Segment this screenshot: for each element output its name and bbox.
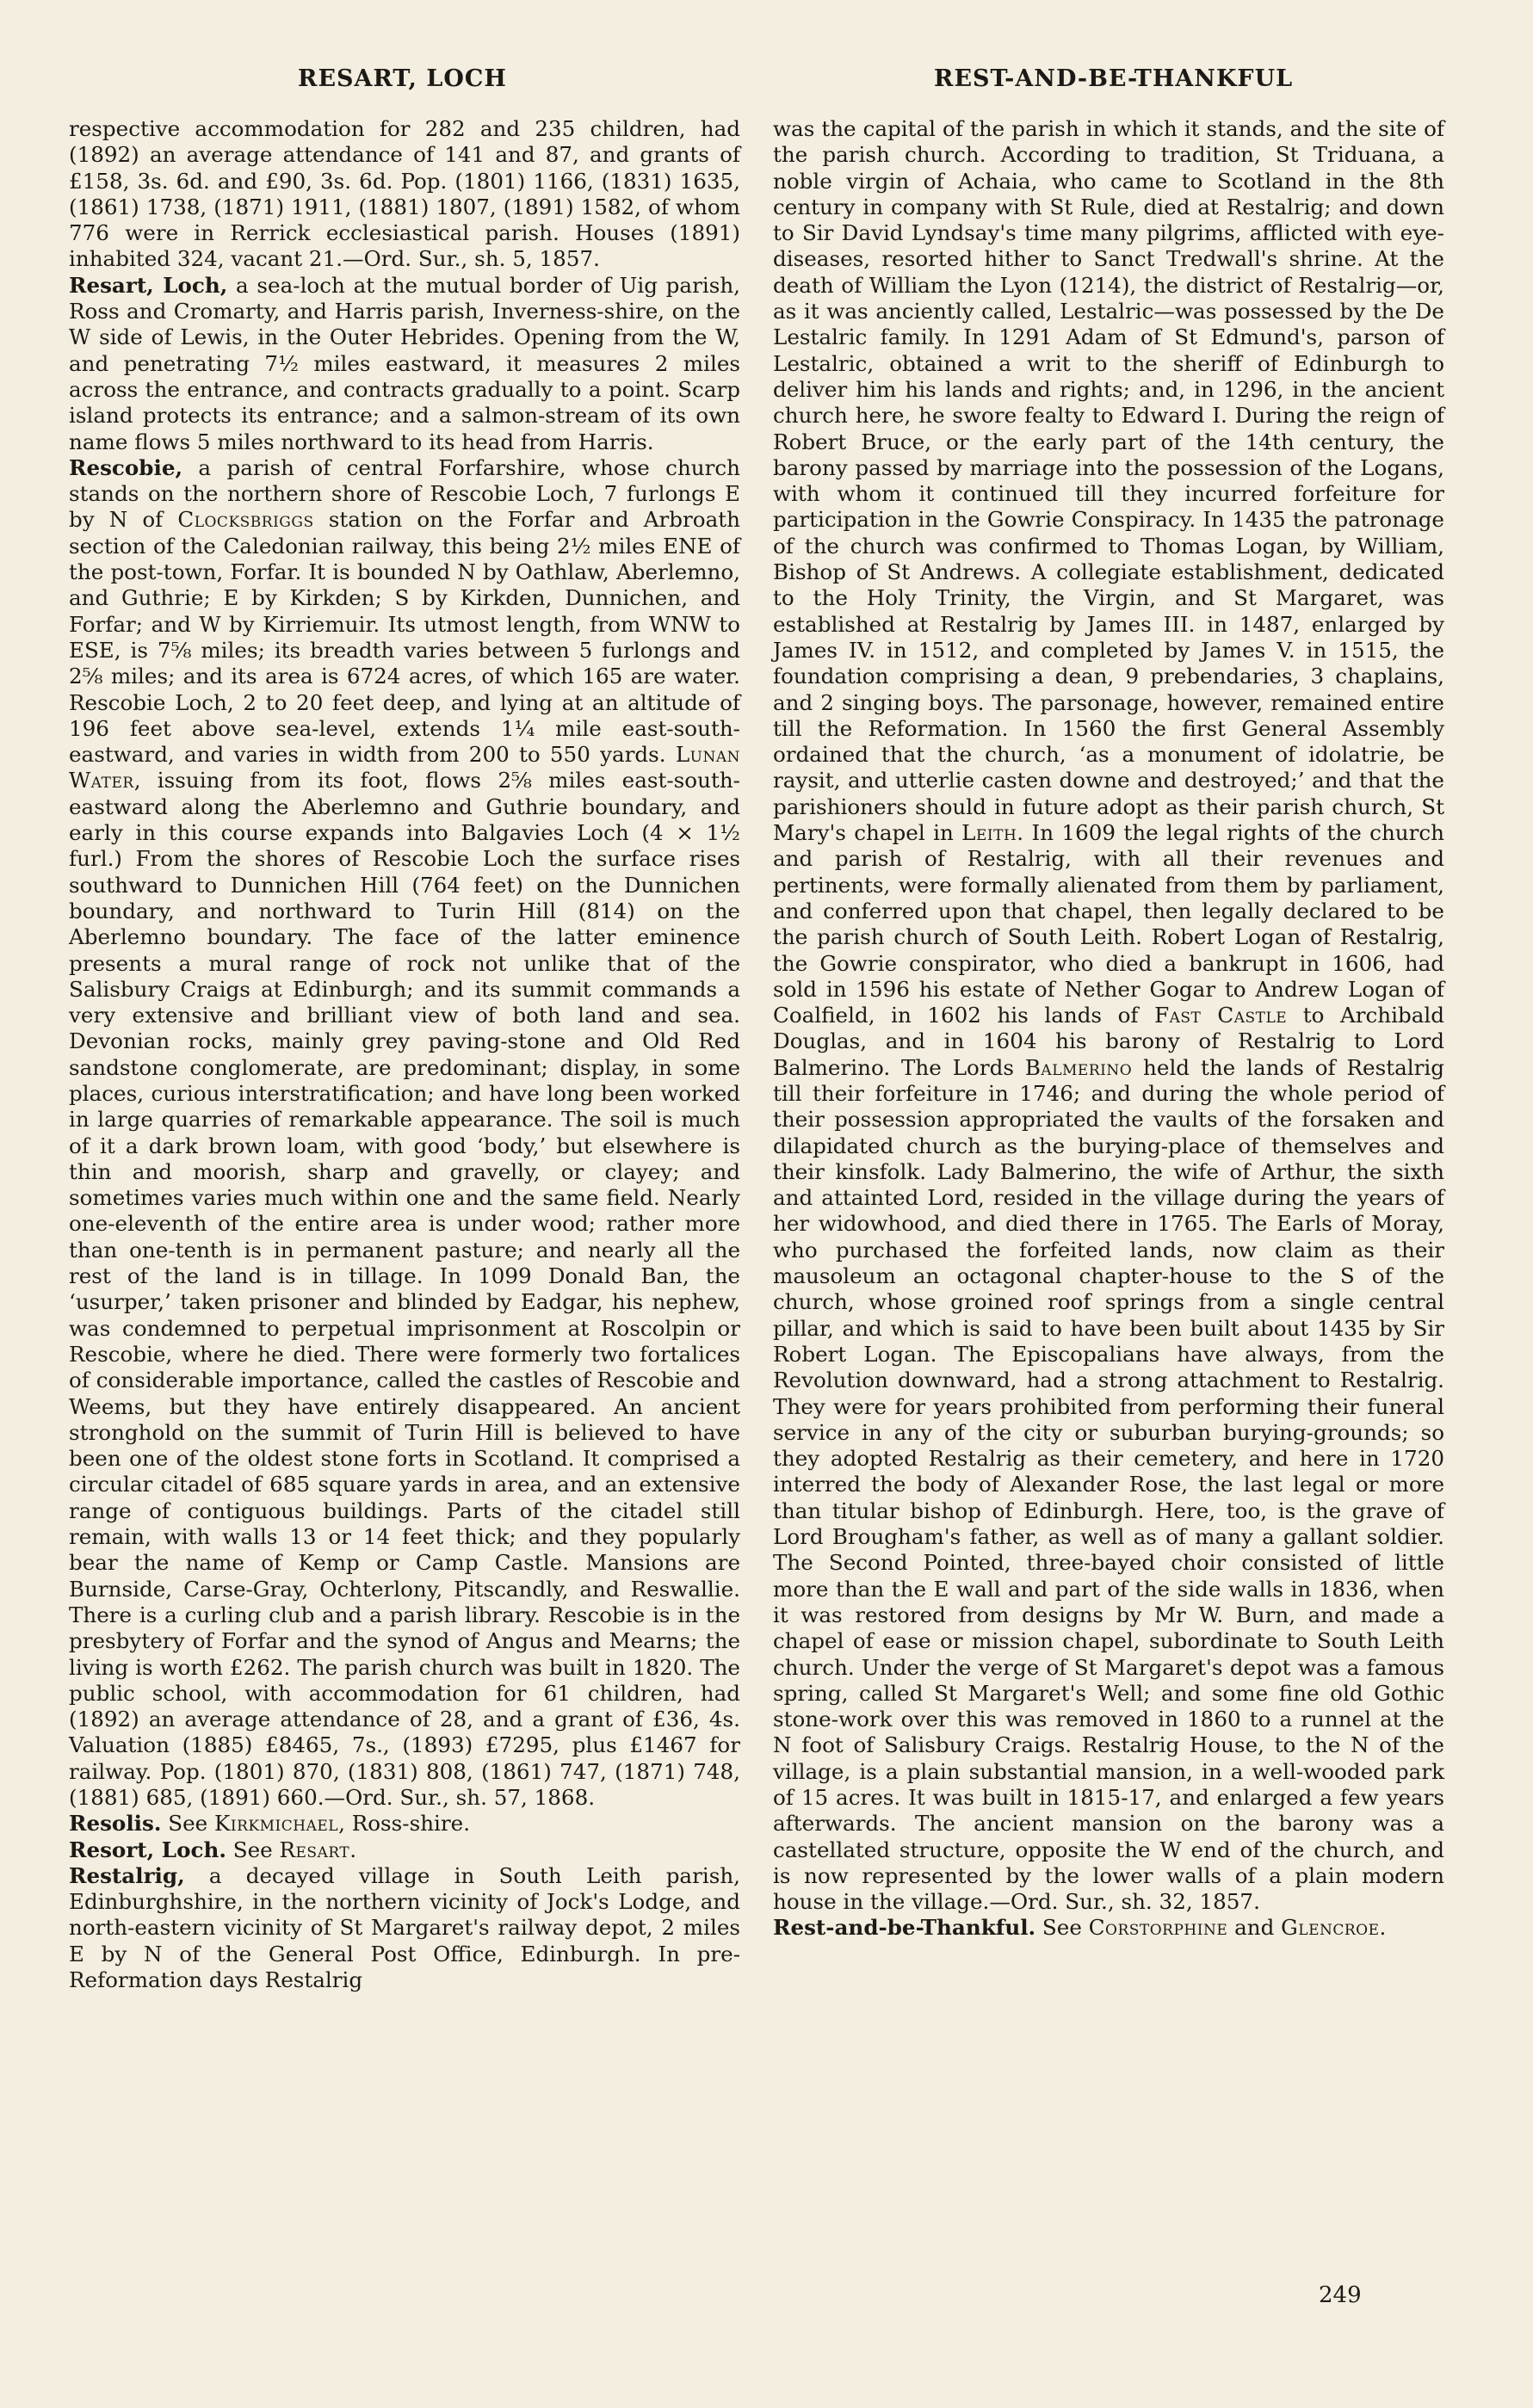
entry-rescobie (69, 455, 740, 1811)
entry-text: See (161, 1811, 215, 1837)
entry-text: a decayed village in South Leith parish, Edinburghshire, in the northern vicinity of Jock's Lodge, and north-eastern vicinity of St Margaret's railway depot, 2 miles E by N of the General Post Office, Edinburgh. In pre-Reformation days Restalrig (69, 1862, 740, 1993)
entry-resort (69, 1837, 740, 1863)
entry-text: . (349, 1837, 357, 1862)
entry-resolis (69, 1811, 740, 1837)
headword-resolis: Resolis. (69, 1811, 162, 1837)
entry-text: , issuing from its foot, flows 2⅝ miles east-south-eastward along the Aberlemno and Guthrie boundary, and early in this course expands into Balgavies Loch (4 × 1½ furl.) From the shores of Rescobie Loch the surface rises southward to Dunnichen Hill (764 feet) on the Dunnichen boundary, and northward to Turin Hill (814) on the Aberlemno boundary. The face of the latter eminence presents a mural range of rock not unlike that of the Salisbury Craigs at Edinburgh; and its summit commands a very extensive and brilliant view of both land and sea. Devonian rocks, mainly grey paving-stone and Old Red sandstone conglomerate, are predominant; display, in some places, curious interstratification; and have long been worked in large quarries of remarkable appearance. The soil is much of it a dark brown loam, with good ‘body,’ but elsewhere is thin and moorish, sharp and gravelly, or clayey; and sometimes varies much within one and the same field. Nearly one-eleventh of the entire area is under wood; rather more than one-tenth is in permanent pasture; and nearly all the rest of the land is in tillage. In 1099 Donald Ban, the ‘usurper,’ taken prisoner and blinded by Eadgar, his nephew, was condemned to perpetual imprisonment at Roscolpin or Rescobie, where he died. There were formerly two fortalices of considerable importance, called the castles of Rescobie and Weems, but they have entirely disappeared. An ancient stronghold on the summit of Turin Hill is believed to have been one of the oldest stone forts in Scotland. It comprised a circular citadel of 685 square yards in area, and an extensive range of contiguous buildings. Parts of the citadel still remain, with walls 13 or 14 feet thick; and they popularly bear the name of Kemp or Camp Castle. Mansions are Burnside, Carse-Gray, Ochterlony, Pitscandly, and Reswallie. There is a curling club and a parish library. Rescobie is in the presbytery of Forfar and the synod of Angus and Mearns; the living is worth £262. The parish church was built in 1820. The public school, with accommodation for 61 children, had (1892) an average attendance of 28, and a grant of £36, 4s. Valuation (1885) £8465, 7s., (1893) £7295, plus £1467 for railway. Pop. (1801) 870, (1831) 808, (1861) 747, (1871) 748, (1881) 685, (1891) 660.—Ord. Sur., sh. 57, 1868. (69, 768, 740, 1810)
entry-text: . (1379, 1915, 1387, 1941)
running-head-left: RESART, LOCH (298, 65, 507, 92)
entry-restalrig (69, 1863, 740, 1993)
entry-text: held the lands of Restalrig till their forfeiture in 1746; and during the whole period of their possession appropriated the vaults of the forsaken and dilapidated church as the burying-place of themselves and their kinsfolk. Lady Balmerino, the wife of Arthur, the sixth and attainted Lord, resided in the village during the years of her widowhood, and died there in 1765. The Earls of Moray, who purchased the forfeited lands, now claim as their mausoleum an octagonal chapter-house to the S of the church, whose groined roof springs from a single central pillar, and which is said to have been built about 1435 by Sir Robert Logan. The Episcopalians have always, from the Revolution downward, had a strong attachment to Restalrig. They were for years prohibited from performing their funeral service in any of the city or suburban burying-grounds; so they adopted Restalrig as their cemetery, and here in 1720 interred the body of Alexander Rose, the last legal or more than titular bishop of Edinburgh. Here, too, is the grave of Lord Brougham's father, as well as of many a gallant soldier. The Second Pointed, three-bayed choir consisted of little more than the E wall and part of the side walls in 1836, when it was restored from designs by Mr W. Burn, and made a chapel of ease or mission chapel, subordinate to South Leith church. Under the verge of St Margaret's depot was a famous spring, called St Margaret's Well; and some fine old Gothic stone-work over this was removed in 1860 to a runnel at the N foot of Salisbury Craigs. Restalrig House, to the N of the village, is a plain substantial mansion, in a well-wooded park of 15 acres. It was built in 1815-17, and enlarged a few years afterwards. The ancient mansion on the barony was a castellated structure, opposite the W end of the church, and is now represented by the lower walls of a plain modern house in the village.—Ord. Sur., sh. 32, 1857. (773, 1054, 1444, 1915)
cross-reference: Corstorphine (1088, 1915, 1228, 1941)
entry-text: to Archibald Douglas, and in 1604 his barony of Restalrig to Lord Balmerino. The Lords (773, 1003, 1445, 1080)
cross-reference: Kirkmichael (214, 1811, 339, 1837)
cross-reference: Leith (961, 820, 1017, 846)
headword-resort: Resort, Loch. (69, 1837, 226, 1862)
cross-reference: Fast Castle (1154, 1003, 1288, 1028)
cross-reference: Lunan Water (69, 742, 740, 793)
entry-text: . In 1609 the legal rights of the church and parish of Restalrig, with all their revenues and pertinents, were formally alienated from them by parliament, and conferred upon that chapel, then legally declared to be the parish church of South Leith. Robert Logan of Restalrig, the Gowrie conspirator, who died a bankrupt in 1606, had sold in 1596 his estate of Nether Gogar to Andrew Logan of Coalfield, in 1602 his lands of (773, 820, 1444, 1028)
entry-text: a parish of central Forfarshire, whose church stands on the northern shore of Rescobie Loch, 7 furlongs E by N of (69, 454, 740, 533)
cross-reference: Glencroe (1281, 1915, 1380, 1941)
cross-reference: Clocksbriggs (177, 507, 314, 533)
paragraph-restalrig-continued (773, 116, 1444, 1915)
entry-text: a sea-loch at the mutual border of Uig parish, Ross and Cromarty, and Harris parish, Inverness-shire, on the W side of Lewis, in the Outer Hebrides. Opening from the W, and penetrating 7½ miles eastward, it measures 2 miles across the entrance, and contracts gradually to a point. Scarp island protects its entrance; and a salmon-stream of its own name flows 5 miles northward to its head from Harris. (69, 272, 740, 454)
page-number: 249 (1319, 2282, 1362, 2308)
entry-text: See (1035, 1915, 1089, 1941)
headword-resart: Resart, Loch, (69, 272, 228, 298)
cross-reference: Balmerino (1024, 1054, 1133, 1080)
headword-rescobie: Rescobie, (69, 454, 183, 480)
entry-resart (69, 273, 740, 455)
entry-text: and (1227, 1915, 1282, 1941)
headword-rest-and-be-thankful: Rest-and-be-Thankful. (773, 1915, 1036, 1941)
entry-text: , Ross-shire. (338, 1811, 471, 1837)
left-column (69, 116, 740, 1993)
running-head-right: REST-AND-BE-THANKFUL (934, 65, 1294, 92)
cross-reference: Resart (279, 1837, 350, 1862)
right-column (773, 116, 1444, 1942)
entry-text: See (226, 1837, 280, 1862)
paragraph-continuation: respective accommodation for 282 and 235 children, had (1892) an average attendance of 141 and 87, and grants of £158, 3s. 6d. and £90, 3s. 6d. Pop. (1801) 1166, (1831) 1635, (1861) 1738, (1871) 1911, (1881) 1807, (1891) 1582, of whom 776 were in Rerrick ecclesiastical parish. Houses (1891) inhabited 324, vacant 21.—Ord. Sur., sh. 5, 1857. (69, 116, 740, 272)
entry-text: was the capital of the parish in which it stands, and the site of the parish church. According to tradition, St Triduana, a noble virgin of Achaia, who came to Scotland in the 8th century in company with St Rule, died at Restalrig; and down to Sir David Lyndsay's time many pilgrims, afflicted with eye-diseases, resorted hither to Sanct Tredwall's shrine. At the death of William the Lyon (1214), the district of Restalrig—or, as it was anciently called, Lestalric—was possessed by the De Lestalric family. In 1291 Adam of St Edmund's, parson of Lestalric, obtained a writ to the sheriff of Edinburgh to deliver him his lands and rights; and, in 1296, in the ancient church here, he swore fealty to Edward I. During the reign of Robert Bruce, or the early part of the 14th century, the barony passed by marriage into the possession of the Logans, with whom it continued till they incurred forfeiture for participation in the Gowrie Conspiracy. In 1435 the patronage of the church was confirmed to Thomas Logan, by William, Bishop of St Andrews. A collegiate establishment, dedicated to the Holy Trinity, the Virgin, and St Margaret, was established at Restalrig by James III. in 1487, enlarged by James IV. in 1512, and completed by James V. in 1515, the foundation comprising a dean, 9 prebendaries, 3 chaplains, and 2 singing boys. The parsonage, however, remained entire till the Reformation. In 1560 the first General Assembly ordained that the church, ‘as a monument of idolatrie, be raysit, and utterlie casten downe and destroyed;’ and that the parishioners should in future adopt as their parish church, St Mary's chapel in (773, 116, 1444, 846)
headword-restalrig: Restalrig, (69, 1862, 185, 1888)
entry-rest-and-be-thankful (773, 1915, 1444, 1941)
entry-text: station on the Forfar and Arbroath section of the Caledonian railway, this being 2½ miles ENE of the post-town, Forfar. It is bounded N by Oathlaw, Aberlemno, and Guthrie; E by Kirkden; S by Kirkden, Dunnichen, and Forfar; and W by Kirriemuir. Its utmost length, from WNW to ESE, is 7⅝ miles; its breadth varies between 5 furlongs and 2⅝ miles; and its area is 6724 acres, of which 165 are water. Rescobie Loch, 2 to 20 feet deep, and lying at an altitude of 196 feet above sea-level, extends 1¼ mile east-south-eastward, and varies in width from 200 to 550 yards. (69, 507, 740, 768)
